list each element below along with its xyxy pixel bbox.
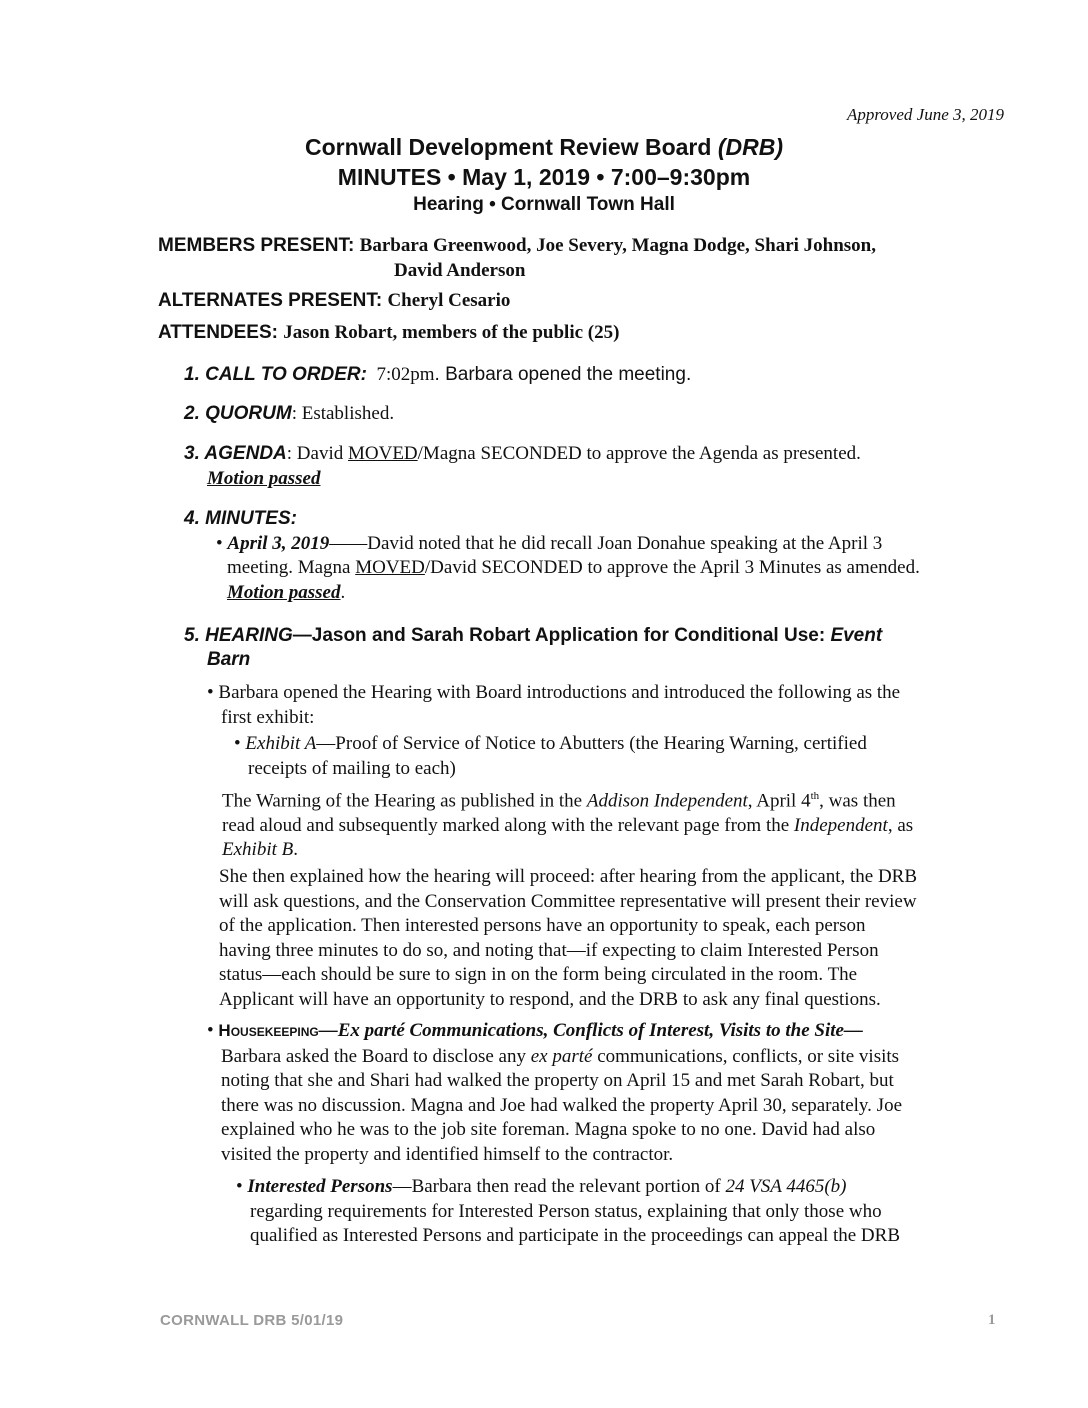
agenda-motion-result: Motion passed (207, 467, 321, 489)
item-call-to-order: 1. CALL TO ORDER: 7:02pm. Barbara opened the meeting. (184, 364, 692, 385)
hearing-warning: The Warning of the Hearing as published in the Addison Independent, April 4th, was then read aloud and subsequently marked along with the relevant page from the Independent, as Exhibit B. (222, 790, 914, 861)
hearing-procedure: She then explained how the hearing will proceed: after hearing from the applicant, the DRB will ask questions, and the Conservation Committee representative will present their review of the application. Then interested persons have an opportunity to speak, each person having three minutes to do so, and noting that—if expecting to claim Interested Person status—each should be sure to sign in on the form being circulated in the room. The Applicant will have an opportunity to respond, and the DRB to ask any final questions. (219, 866, 918, 1010)
housekeeping: • HOUSEKEEPING—Ex parté Communications, Conflicts of Interest, Visits to the Site— Barbara asked the Board to disclose any ex parté communications, conflicts, or site visits noting that she and Shari had walked the property on April 15 and met Sarah Robart, but there was no discussion. Magna and Joe had walked the property April 30, separately. Joe explained who he was to the job site foreman. Magna spoke to no one. David had also visited the property and identified himself to the contractor. (207, 1020, 903, 1165)
item-quorum: 2. QUORUM: Established. (184, 403, 395, 424)
document-title (0, 132, 1088, 218)
title-line-2: MINUTES • May 1, 2019 • 7:00–9:30pm (337, 164, 751, 190)
alternates-present: ALTERNATES PRESENT: Cheryl Cesario (158, 290, 511, 311)
interested-persons: • Interested Persons—Barbara then read the relevant portion of 24 VSA 4465(b) regarding requirements for Interested Person status, explaining that only those who qualified as Interested Persons and participate in the proceedings can appeal the DRB (236, 1176, 900, 1246)
item-minutes: 4. MINUTES: • April 3, 2019——David noted that he did recall Joan Donahue speaking at the April 3 meeting. Magna MOVED/David SECONDED to approve the April 3 Minutes as amended. Motion passed. (184, 508, 920, 603)
title-line-3: Hearing • Cornwall Town Hall (413, 194, 675, 215)
members-present: MEMBERS PRESENT: Barbara Greenwood, Joe Severy, Magna Dodge, Shari Johnson, David Anderson (158, 235, 876, 281)
page-number: 1 (988, 1312, 996, 1328)
minutes-motion-result: Motion passed (227, 581, 341, 603)
hearing-intro: • Barbara opened the Hearing with Board introductions and introduced the following as the first exhibit: (207, 682, 901, 728)
item-hearing-heading: 5. HEARING—Jason and Sarah Robart Application for Conditional Use: Event Barn (184, 625, 883, 670)
title-line-1: Cornwall Development Review Board (DRB) (305, 134, 783, 160)
item-agenda: 3. AGENDA: David MOVED/Magna SECONDED to approve the Agenda as presented. Motion passed (184, 442, 861, 491)
footer-label: CORNWALL DRB 5/01/19 (160, 1312, 344, 1329)
approval-note: Approved June 3, 2019 (846, 105, 1004, 124)
attendees: ATTENDEES: Jason Robart, members of the public (25) (158, 322, 620, 343)
exhibit-a: • Exhibit A—Proof of Service of Notice to Abutters (the Hearing Warning, certified receipts of mailing to each) (234, 733, 867, 779)
